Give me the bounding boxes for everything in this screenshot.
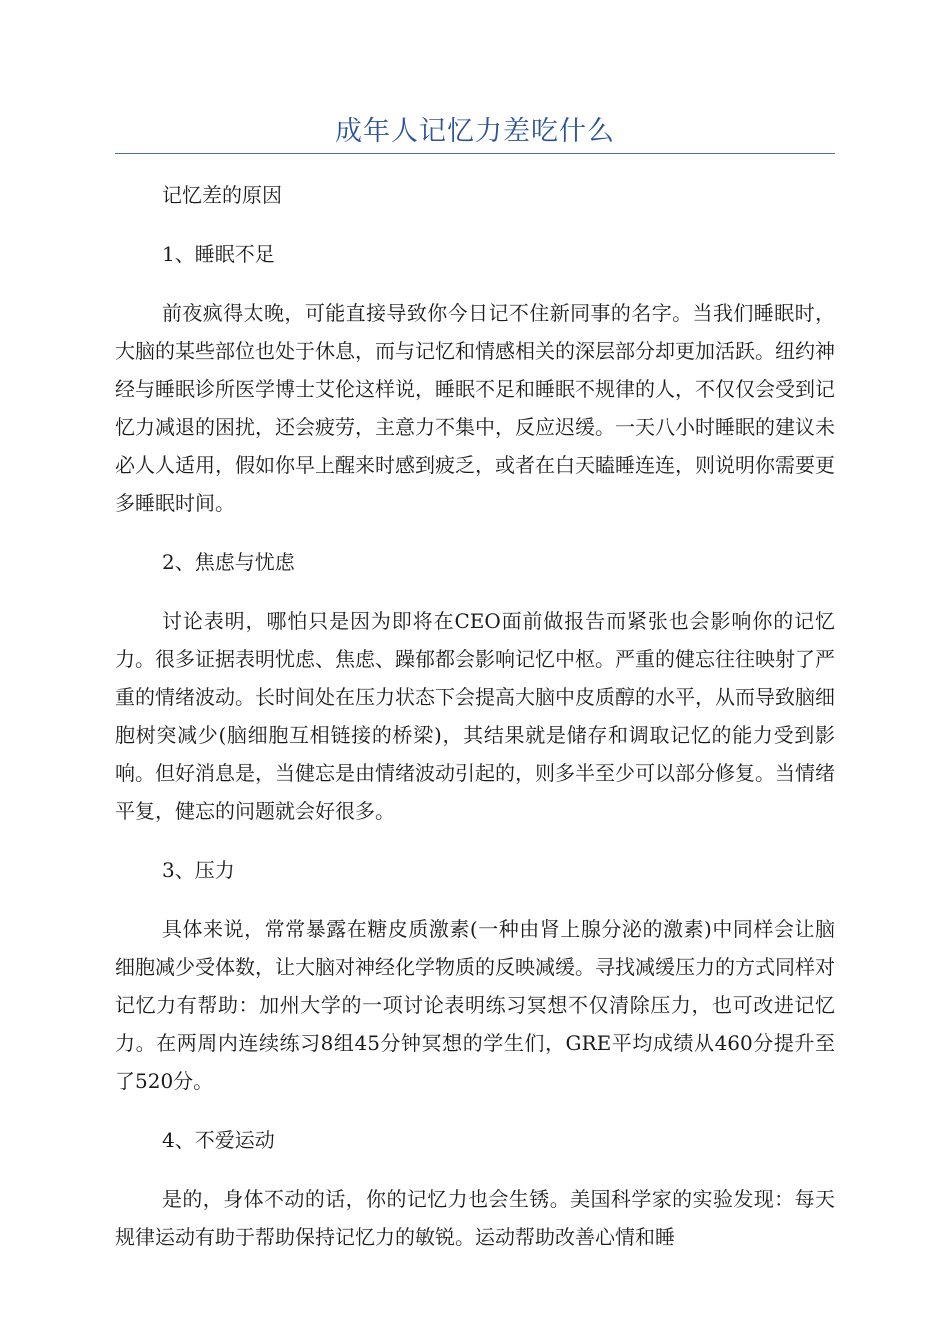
section-heading-exercise: 4、不爱运动 — [162, 1128, 275, 1152]
section-heading-sleep: 1、睡眠不足 — [162, 242, 275, 266]
section-heading-causes: 记忆差的原因 — [162, 183, 282, 207]
section-heading-anxiety: 2、焦虑与忧虑 — [162, 550, 295, 574]
document-body — [115, 176, 835, 1277]
paragraph-sleep: 前夜疯得太晚，可能直接导致你今日记不住新同事的名字。当我们睡眠时，大脑的某些部位也处于休息，而与记忆和情感相关的深层部分却更加活跃。纽约神经与睡眠诊所医学博士艾伦这样说，睡眠不足和睡眠不规律的人，不仅仅会受到记忆力减退的困扰，还会疲劳，主意力不集中，反应迟缓。一天八小时睡眠的建议未必人人适用，假如你早上醒来时感到疲乏，或者在白天瞌睡连连，则说明你需要更多睡眠时间。 — [115, 301, 835, 515]
title-underline — [115, 153, 835, 154]
paragraph-exercise: 是的，身体不动的话，你的记忆力也会生锈。美国科学家的实验发现：每天规律运动有助于帮助保持记忆力的敏锐。运动帮助改善心情和睡 — [115, 1187, 835, 1249]
paragraph-anxiety: 讨论表明，哪怕只是因为即将在CEO面前做报告而紧张也会影响你的记忆力。很多证据表明忧虑、焦虑、躁郁都会影响记忆中枢。严重的健忘往往映射了严重的情绪波动。长时间处在压力状态下会提高大脑中皮质醇的水平，从而导致脑细胞树突减少(脑细胞互相链接的桥梁)，其结果就是储存和调取记忆的能力受到影响。但好消息是，当健忘是由情绪波动引起的，则多半至少可以部分修复。当情绪平复，健忘的问题就会好很多。 — [115, 609, 835, 823]
document-title: 成年人记忆力差吃什么 — [335, 116, 615, 147]
section-heading-stress: 3、压力 — [162, 858, 235, 882]
paragraph-stress: 具体来说，常常暴露在糖皮质激素(一种由肾上腺分泌的激素)中同样会让脑细胞减少受体数，让大脑对神经化学物质的反映减缓。寻找减缓压力的方式同样对记忆力有帮助：加州大学的一项讨论表明练习冥想不仅清除压力，也可改进记忆力。在两周内连续练习8组45分钟冥想的学生们，GRE平均成绩从460分提升至了520分。 — [115, 917, 835, 1093]
